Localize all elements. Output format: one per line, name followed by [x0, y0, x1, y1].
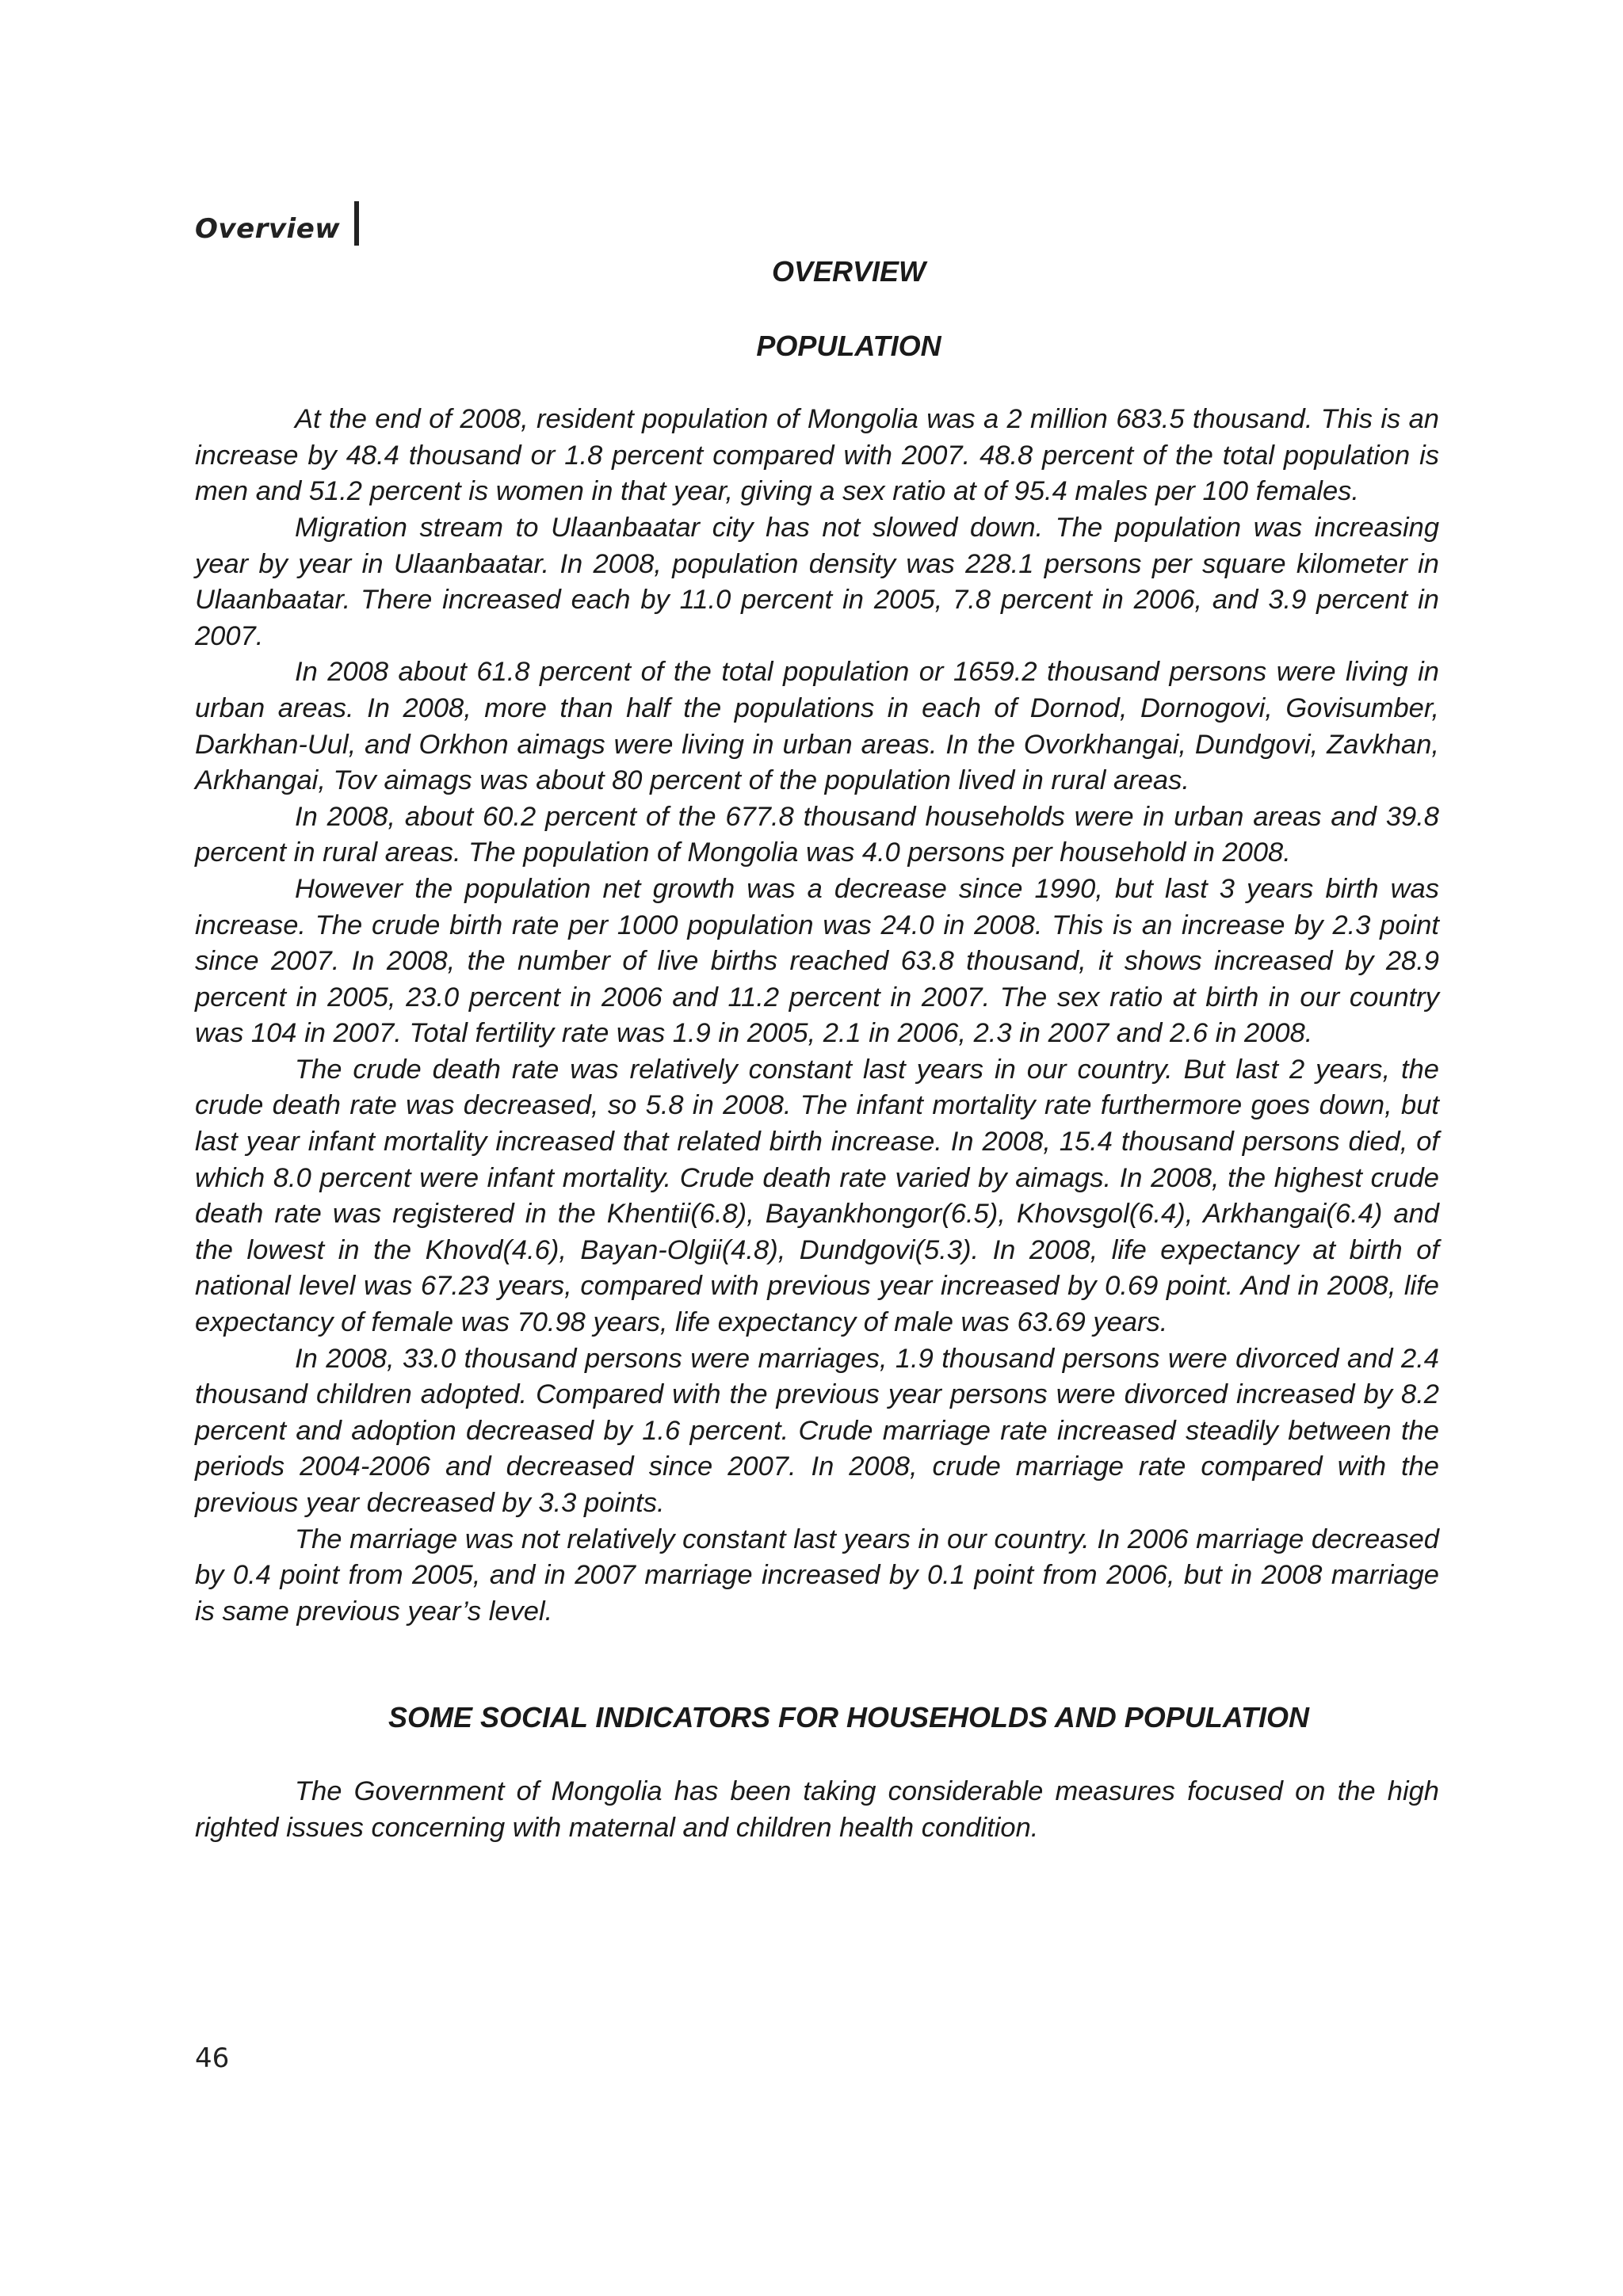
paragraph-households: In 2008, about 60.2 percent of the 677.8 thousand households were in urban areas and 39.8 percent in rural areas. The population of Mongolia was 4.0 persons per household in 2008. [195, 801, 1439, 868]
paragraph-maternal-health: The Government of Mongolia has been taking considerable measures focused on the high righted issues concerning with maternal and children health condition. [195, 1775, 1439, 1843]
running-head-divider [354, 201, 359, 246]
section-title-social-indicators: SOME SOCIAL INDICATORS FOR HOUSEHOLDS AND POPULATION [388, 1701, 1310, 1734]
page-number: 46 [195, 2042, 230, 2074]
section-title-population: POPULATION [756, 329, 941, 362]
paragraph-deaths: The crude death rate was relatively constant last years in our country. But last 2 years, the crude death rate was decreased, so 5.8 in 2008. The infant mortality rate furthermore goes down, but last year infant mortality increased that related birth increase. In 2008, 15.4 thousand persons died, of which 8.0 percent were infant mortality. Crude death rate varied by aimags. In 2008, the highest crude death rate was registered in the Khentii(6.8), Bayankhongor(6.5), Khovsgol(6.4), Arkhangai(6.4) and the lowest in the Khovd(4.6), Bayan-Olgii(4.8), Dundgovi(5.3). In 2008, life expectancy at birth of national level was 67.23 years, compared with previous year increased by 0.69 point. And in 2008, life expectancy of female was 70.98 years, life expectancy of male was 63.69 years. [195, 1054, 1439, 1338]
paragraph-births: However the population net growth was a decrease since 1990, but last 3 years birth was increase. The crude birth rate per 1000 population was 24.0 in 2008. This is an increase by 2.3 point since 2007. In 2008, the number of live births reached 63.8 thousand, it shows increased by 28.9 percent in 2005, 23.0 percent in 2006 and 11.2 percent in 2007. The sex ratio at birth in our country was 104 in 2007. Total fertility rate was 1.9 in 2005, 2.1 in 2006, 2.3 in 2007 and 2.6 in 2008. [195, 873, 1439, 1049]
paragraph-marriages: In 2008, 33.0 thousand persons were marriages, 1.9 thousand persons were divorced and 2.4 thousand children adopted. Compared with the previous year persons were divorced increased by 8.2 percent and adoption decreased by 1.6 percent. Crude marriage rate increased steadily between the periods 2004-2006 and decreased since 2007. In 2008, crude marriage rate compared with the previous year decreased by 3.3 points. [195, 1343, 1439, 1518]
page-content [195, 254, 1439, 1846]
paragraph-urban-population: In 2008 about 61.8 percent of the total population or 1659.2 thousand persons were living in urban areas. In 2008, more than half the populations in each of Dornod, Dornogovi, Govisumber, Darkhan-Uul, and Orkhon aimags were living in urban areas. In the Ovorkhangai, Dundgovi, Zavkhan, Arkhangai, Tov aimags was about 80 percent of the population lived in rural areas. [195, 657, 1439, 796]
paragraph-marriage-trend: The marriage was not relatively constant last years in our country. In 2006 marriage decreased by 0.4 point from 2005, and in 2007 marriage increased by 0.1 point from 2006, but in 2008 marriage is same previous year’s level. [195, 1524, 1439, 1627]
paragraph-population-size: At the end of 2008, resident population of Mongolia was a 2 million 683.5 thousand. This is an increase by 48.4 thousand or 1.8 percent compared with 2007. 48.8 percent of the total population is men and 51.2 percent is women in that year, giving a sex ratio at of 95.4 males per 100 females. [195, 404, 1439, 507]
paragraph-migration: Migration stream to Ulaanbaatar city has not slowed down. The population was increasing year by year in Ulaanbaatar. In 2008, population density was 228.1 persons per square kilometer in Ulaanbaatar. There increased each by 11.0 percent in 2005, 7.8 percent in 2006, and 3.9 percent in 2007. [195, 512, 1439, 651]
section-title-overview: OVERVIEW [771, 255, 926, 288]
running-head-label: Overview [195, 213, 341, 245]
running-head [195, 212, 359, 246]
